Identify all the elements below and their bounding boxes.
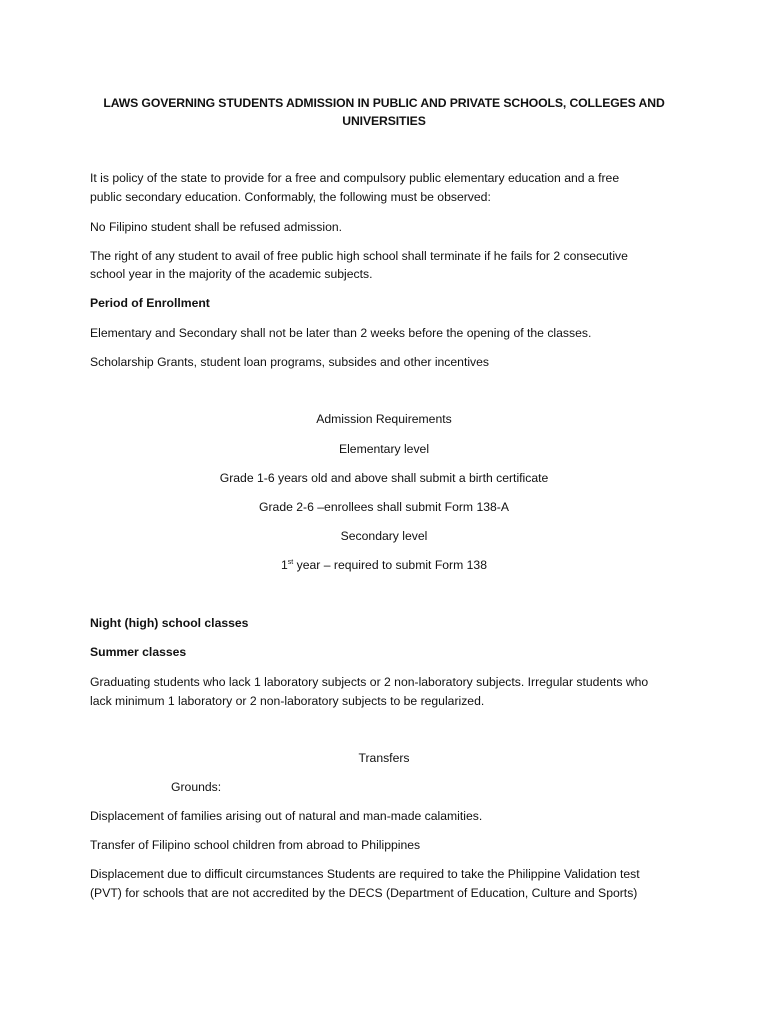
no-refusal-paragraph: No Filipino student shall be refused admission. [90, 220, 343, 234]
graduating-line-2: lack minimum 1 laboratory or 2 non-laboratory subjects to be regularized. [90, 694, 485, 708]
title-line-2: UNIVERSITIES [342, 114, 426, 128]
right-paragraph-line-1: The right of any student to avail of free public high school shall terminate if he fails for 2 consecutive [90, 249, 628, 263]
transfer-ground-1: Displacement of families arising out of natural and man-made calamities. [90, 809, 483, 823]
transfer-ground-2: Transfer of Filipino school children from abroad to Philippines [90, 838, 421, 852]
grade-1-requirement: Grade 1-6 years old and above shall submit a birth certificate [219, 471, 549, 485]
transfers-heading: Transfers [358, 751, 410, 765]
first-year-requirement [0, 558, 768, 573]
intro-line-2: public secondary education. Conformably, the following must be observed: [90, 190, 491, 204]
first-year-number: 1 [281, 558, 288, 572]
elementary-level: Elementary level [338, 442, 430, 456]
grade-2-requirement: Grade 2-6 –enrollees shall submit Form 138-A [259, 500, 509, 514]
intro-line-1: It is policy of the state to provide for a free and compulsory public elementary education and a free [90, 171, 620, 185]
first-year-ordinal: st [287, 559, 294, 566]
night-classes-heading: Night (high) school classes [90, 616, 249, 630]
admission-heading: Admission Requirements [316, 412, 452, 426]
graduating-line-1: Graduating students who lack 1 laboratory subjects or 2 non-laboratory subjects. Irregular students who [90, 675, 649, 689]
right-paragraph-line-2: school year in the majority of the academic subjects. [90, 267, 373, 281]
transfer-ground-3-line-1: Displacement due to difficult circumstances Students are required to take the Philippine Validation test [90, 867, 640, 881]
title-line-1: LAWS GOVERNING STUDENTS ADMISSION IN PUBLIC AND PRIVATE SCHOOLS, COLLEGES AND [103, 96, 665, 110]
period-heading: Period of Enrollment [90, 296, 210, 310]
summer-classes-heading: Summer classes [90, 645, 187, 659]
first-year-text: year – required to submit Form 138 [293, 558, 487, 572]
period-text: Elementary and Secondary shall not be later than 2 weeks before the opening of the classes. [90, 326, 592, 340]
secondary-level: Secondary level [340, 529, 428, 543]
scholarship-text: Scholarship Grants, student loan programs, subsides and other incentives [90, 355, 490, 369]
transfer-ground-3-line-2: (PVT) for schools that are not accredited by the DECS (Department of Education, Culture and Sports) [90, 886, 638, 900]
grounds-label: Grounds: [171, 780, 222, 794]
